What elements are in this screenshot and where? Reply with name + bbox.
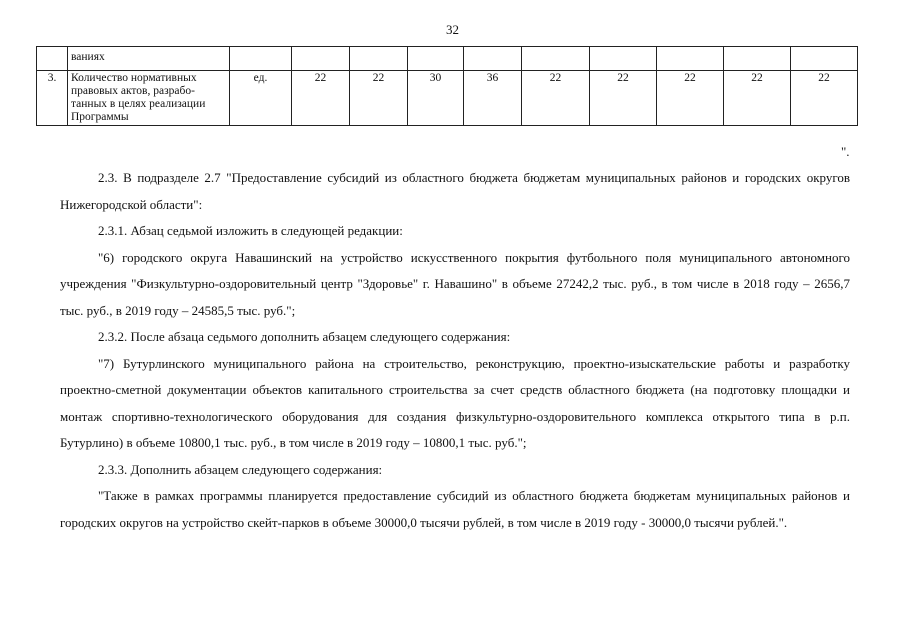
- paragraph: 2.3. В подразделе 2.7 "Предоставление субсидий из областного бюджета бюджетам муниципальных районов и городских округов Нижегородской области":: [60, 170, 850, 212]
- paragraph: "6) городского округа Навашинский на устройство искусственного покрытия футбольного поля муниципального автономного учреждения "Физкультурно-оздоровительный центр "Здоровье" г. Навашино" в объеме 27242,2 тыс. руб., в том числе в 2018 году – 2656,7 тыс. руб., в 2019 году – 24585,5 тыс. руб.";: [60, 249, 850, 318]
- cell-value: [292, 47, 350, 71]
- cell-value: 22: [522, 71, 590, 126]
- cell-value: 22: [350, 71, 408, 126]
- cell-value: 22: [590, 71, 657, 126]
- cell-num: 3.: [37, 71, 68, 126]
- paragraph: 2.3.1. Абзац седьмой изложить в следующей редакции:: [98, 223, 403, 238]
- cell-value: [791, 47, 858, 71]
- cell-unit: ед.: [230, 71, 292, 126]
- cell-value: 22: [657, 71, 724, 126]
- paragraph: "7) Бутурлинского муниципального района на строительство, реконструкцию, проектно-изыскательские работы и разработку проектно-сметной документации объектов капитального строительства за счет средств областного бюджета (на подготовку площадки и монтаж спортивно-технологического оборудования для создания физкультурно-оздоровительного комплекса открытого типа в р.п. Бутурлино) в объеме 10800,1 тыс. руб., в том числе в 2019 году – 10800,1 тыс. руб.";: [60, 355, 850, 450]
- closing-quote: ".: [841, 144, 850, 159]
- table-row: [37, 47, 858, 71]
- cell-value: [657, 47, 724, 71]
- cell-value: 22: [292, 71, 350, 126]
- paragraph: 2.3.2. После абзаца седьмого дополнить абзацем следующего содержания:: [98, 329, 511, 344]
- cell-value: 30: [408, 71, 464, 126]
- cell-value: 22: [724, 71, 791, 126]
- cell-num: [37, 47, 68, 71]
- paragraph: 2.3.3. Дополнить абзацем следующего содержания:: [98, 461, 383, 477]
- cell-value: [408, 47, 464, 71]
- document-body: [60, 165, 850, 536]
- cell-value: [590, 47, 657, 71]
- table-row: [37, 71, 858, 126]
- indicator-table: [36, 46, 858, 126]
- cell-value: [724, 47, 791, 71]
- cell-name: ваниях: [68, 47, 230, 71]
- cell-value: 36: [464, 71, 522, 126]
- cell-value: [464, 47, 522, 71]
- cell-value: [350, 47, 408, 71]
- cell-unit: [230, 47, 292, 71]
- cell-name: Количество нормативных правовых актов, разрабо- танных в целях реализации Программы: [68, 71, 230, 126]
- cell-value: [522, 47, 590, 71]
- paragraph: "Также в рамках программы планируется предоставление субсидий из областного бюджета бюджетам муниципальных районов и городских округов на устройство скейт-парков в объеме 30000,0 тысячи рублей, в том числе в 2019 году - 30000,0 тысячи рублей.".: [60, 488, 850, 530]
- page-number: 32: [446, 22, 459, 37]
- cell-value: 22: [791, 71, 858, 126]
